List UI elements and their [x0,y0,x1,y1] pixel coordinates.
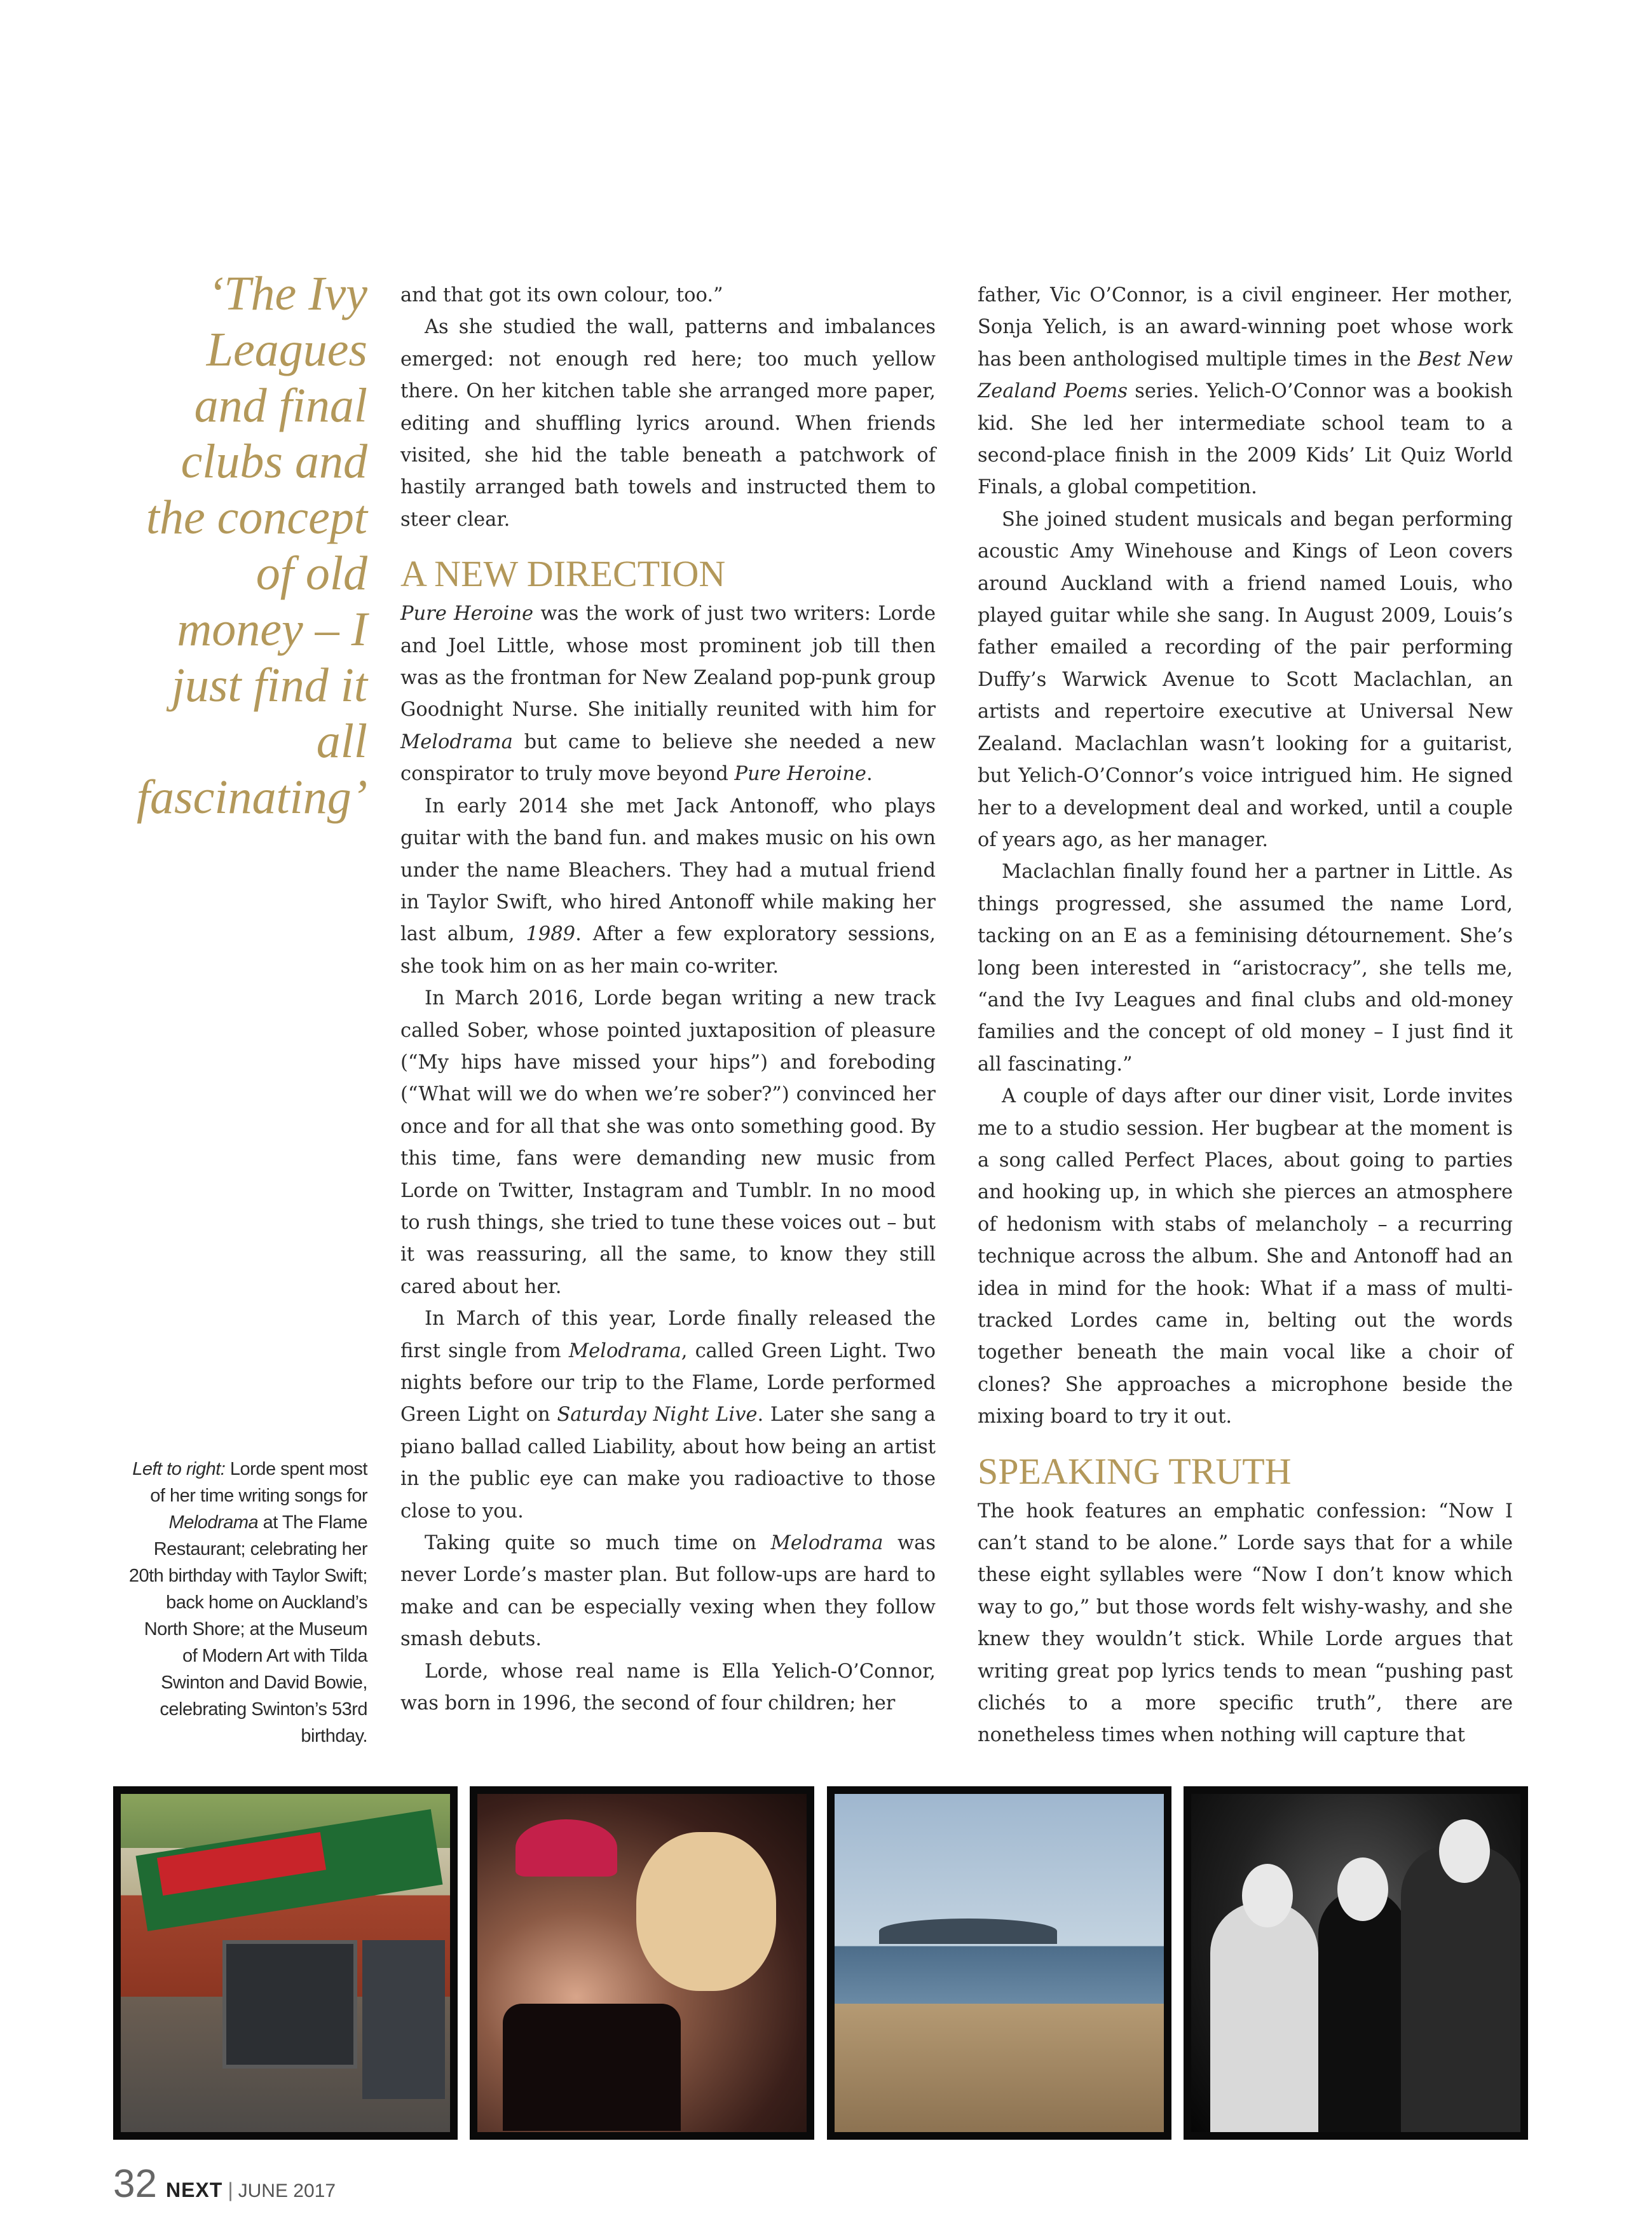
black-dress [503,2004,681,2131]
page-number: 32 [113,2162,157,2206]
text: was the work of just two writers: Lorde and Joel Little, whose most prominent job till then was as the frontman for New Zealand pop-punk group Goodnight Nurse. She initially reunited with him for [400,603,936,722]
paragraph: She joined student musicals and began performing acoustic Amy Winehouse and Kings of Leon covers around Auckland with a friend named Louis, who played guitar while she sang. In August 2009, Louis’s father emailed a recording of the pair performing Duffy’s Warwick Avenue to Scott Maclachlan, an artists and repertoire executive at Universal New Zealand. Maclachlan wasn’t looking for a guitarist, but Yelich-O’Connor’s voice intrigued him. He signed her to a development deal and worked, until a couple of years ago, as her manager. [978,508,1513,851]
paragraph: As she studied the wall, patterns and imbalances emerged: not enough red here; too much yellow there. On her kitchen table she arranged more paper, editing and shuffling lyrics around. When friends visited, she hid the table beneath a patchwork of hastily arranged bath towels and instructed them to steer clear. [400,316,936,531]
text: Taking quite so much time on [425,1532,771,1555]
italic-title: Melodrama [400,730,513,753]
paragraph: Maclachlan finally found her a partner in Little. As things progressed, she assumed the name Lord, tacking on an E as a feminising détournement. She’s long been interested in “aristocracy”, she tells me, “and the Ivy Leagues and final clubs and old-money families and the concept of old money – I just find it all fascinating.” [978,861,1513,1076]
italic-title: Best New Zealand Poems [978,348,1513,403]
issue-date: JUNE 2017 [238,2180,336,2201]
person-white-coat [1210,1902,1318,2140]
text: In March of this year, Lorde finally released the first single from [400,1308,936,1362]
photo-flame-restaurant [113,1786,458,2140]
party-hat [515,1819,617,1877]
face [1242,1864,1293,1927]
text: , called Green Light. Two nights before our trip to the Flame, Lorde performed Green Light on [400,1339,936,1426]
paragraph [978,280,1513,504]
text: father, Vic O’Connor, is a civil engineer. Her mother, Sonja Yelich, is an award-winning poet whose work has been anthologised multiple times in the [978,284,1513,371]
caption-text-1: Lorde spent most of her time writing songs for [150,1459,367,1506]
person-suit [1401,1845,1522,2140]
text: was never Lorde’s master plan. But follow-ups are hard to make and can be especially vexing when they follow smash debuts. [400,1532,936,1651]
italic-title: Saturday Night Live [557,1404,758,1426]
magazine-name: NEXT [165,2179,223,2201]
photo-caption [127,1456,367,1749]
photo-birthday-taylor-swift [470,1786,814,2140]
text: but came to believe she needed a new conspirator to truly move beyond [400,730,936,786]
restaurant-window [222,1940,357,2069]
text: . Later she sang a piano ballad called Liability, about how being an artist in the public eye can make you radioactive to those close to you. [400,1404,936,1522]
paragraph: In March 2016, Lorde began writing a new track called Sober, whose pointed juxtaposition of pleasure (“My hips have missed your hips”) and foreboding (“What will we do when we’re sober?”) convinced her once and for all that she was onto something good. By this time, fans were demanding new music from Lorde on Twitter, Instagram and Tumblr. In no mood to rush things, she tried to tune these voices out – but it was reassuring, all the same, to know they still cared about her. [400,987,936,1298]
italic-title: 1989 [526,923,576,946]
section-heading: SPEAKING TRUTH [978,1450,1292,1492]
section-heading: A NEW DIRECTION [400,553,726,595]
text: In early 2014 she met Jack Antonoff, who plays guitar with the band fun. and makes music on his own under the name Bleachers. They had a mutual friend in Taylor Swift, who hired Antonoff while making her last album, [400,795,936,946]
paragraph [400,791,936,983]
paragraph: Lorde, whose real name is Ella Yelich-O’Connor, was born in 1996, the second of four children; her [400,1660,936,1715]
italic-title: Melodrama [770,1532,884,1555]
paragraph [400,598,936,790]
italic-title: Pure Heroine [400,603,534,626]
paragraph: and that got its own colour, too.” [400,284,723,306]
island-silhouette [879,1919,1057,1944]
article-column-2 [978,280,1513,1752]
text: . After a few exploratory sessions, she took him on as her main co-writer. [400,923,936,978]
caption-italic-1: Melodrama [168,1512,259,1533]
article-column-1 [400,280,936,1720]
paragraph [400,1528,936,1656]
face [1337,1857,1388,1921]
photo-strip [113,1786,1528,2140]
person-dark-dress [1318,1889,1407,2140]
photo-museum-of-modern-art [1184,1786,1528,2140]
caption-text-2: at The Flame Restaurant; celebrating her 20th birthday with Taylor Swift; back home on Auckland’s North Shore; at the Museum of Modern Art with Tilda Swinton and David Bowie, celebrating Swinton’s 53rd birthday. [128,1512,367,1746]
italic-title: Pure Heroine [734,763,866,786]
paragraph [400,1303,936,1528]
footer-separator: | [228,2179,233,2201]
page-footer [113,2161,336,2206]
pull-quote: ‘The Ivy Leagues and final clubs and the concept of old money – I just find it all fascinating’ [136,267,367,824]
caption-lead: Left to right: [132,1459,226,1479]
text: series. Yelich-O’Connor was a bookish kid. She led her intermediate school team to a second-place finish in the 2009 Kids’ Lit Quiz World Finals, a global competition. [978,380,1513,499]
restaurant-door [362,1940,445,2099]
paragraph: The hook features an emphatic confession: “Now I can’t stand to be alone.” Lorde says that for a while these eight syllables were “Now I don’t know which way to go,” but those words felt wishy-washy, and she knew they wouldn’t stick. While Lorde argues that writing great pop lyrics tends to mean “pushing past clichés to a more specific truth”, there are nonetheless times when nothing will capture that [978,1500,1513,1747]
blonde-hair [636,1832,776,1991]
paragraph: A couple of days after our diner visit, Lorde invites me to a studio session. Her bugbear at the moment is a song called Perfect Places, about going to parties and hooking up, in which she pierces an atmosphere of hedonism with stabs of melancholy – a recurring technique across the album. She and Antonoff had an idea in mind for the hook: What if a mass of multi-tracked Lordes came in, belting out the words together beneath the main vocal like a choir of clones? She approaches a microphone beside the mixing board to try it out. [978,1085,1513,1428]
face [1439,1819,1490,1883]
photo-north-shore-beach [827,1786,1171,2140]
text: . [866,763,873,786]
italic-title: Melodrama [568,1339,681,1362]
